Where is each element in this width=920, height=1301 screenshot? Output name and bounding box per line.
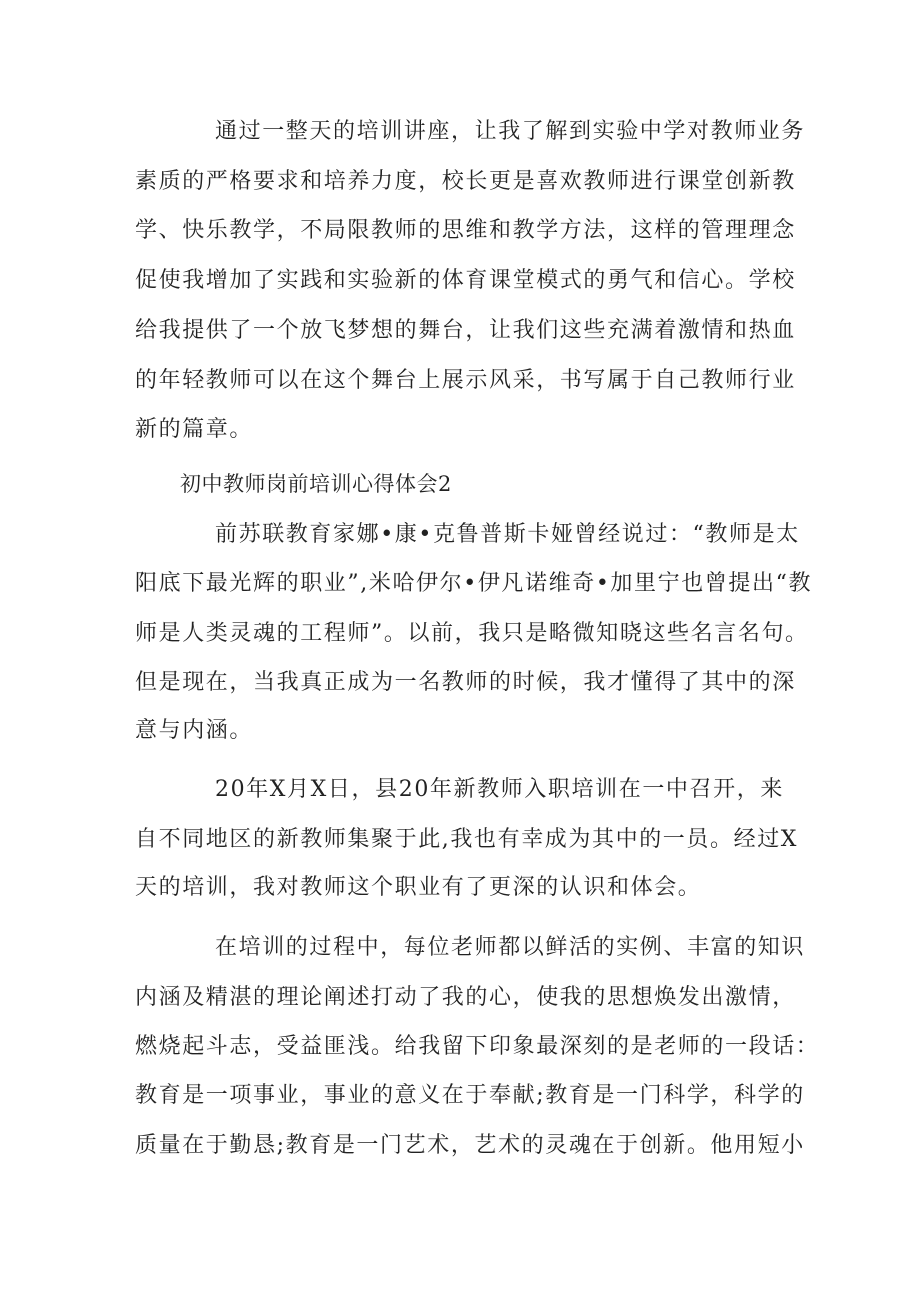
paragraph-line: 师是人类灵魂的工程师”。以前，我只是略微知晓这些名言名句。 <box>135 621 809 646</box>
paragraph-line: 在培训的过程中，每位老师都以鲜活的实例、丰富的知识 <box>215 935 806 960</box>
paragraph-line: 学、快乐教学，不局限教师的思维和教学方法，这样的管理理念 <box>135 218 796 243</box>
paragraph-line: 天的培训，我对教师这个职业有了更深的认识和体会。 <box>135 875 702 900</box>
paragraph-line: 的年轻教师可以在这个舞台上展示风采，书写属于自己教师行业 <box>135 368 796 393</box>
paragraph-line: 自不同地区的新教师集聚于此,我也有幸成为其中的一员。经过X <box>135 827 799 852</box>
paragraph-line: 前苏联教育家娜•康•克鲁普斯卡娅曾经说过：“教师是太 <box>215 522 800 547</box>
paragraph-line: 通过一整天的培训讲座，让我了解到实验中学对教师业务 <box>215 119 806 144</box>
paragraph-line: 燃烧起斗志，受益匪浅。给我留下印象最深刻的是老师的一段话： <box>135 1034 820 1059</box>
paragraph-line: 促使我增加了实践和实验新的体育课堂模式的勇气和信心。学校 <box>135 268 796 293</box>
section-heading: 初中教师岗前培训心得体会2 <box>180 472 452 496</box>
paragraph-line: 素质的严格要求和培养力度，校长更是喜欢教师进行课堂创新教 <box>135 169 796 194</box>
paragraph-line: 意与内涵。 <box>135 718 254 743</box>
paragraph-line: 新的篇章。 <box>135 417 254 442</box>
paragraph-line: 质量在于勤恳;教育是一门艺术，艺术的灵魂在于创新。他用短小 <box>135 1133 805 1158</box>
paragraph-line: 阳底下最光辉的职业”,米哈伊尔•伊凡诺维奇•加里宁也曾提出“教 <box>135 571 813 596</box>
paragraph-line: 给我提供了一个放飞梦想的舞台，让我们这些充满着激情和热血 <box>135 318 796 343</box>
paragraph-line: 内涵及精湛的理论阐述打动了我的心，使我的思想焕发出激情， <box>135 985 796 1010</box>
paragraph-line: 但是现在，当我真正成为一名教师的时候，我才懂得了其中的深 <box>135 670 796 695</box>
paragraph-line: 20年X月X日，县20年新教师入职培训在一中召开，来 <box>215 777 784 802</box>
paragraph-line: 教育是一项事业，事业的意义在于奉献;教育是一门科学，科学的 <box>135 1083 805 1108</box>
